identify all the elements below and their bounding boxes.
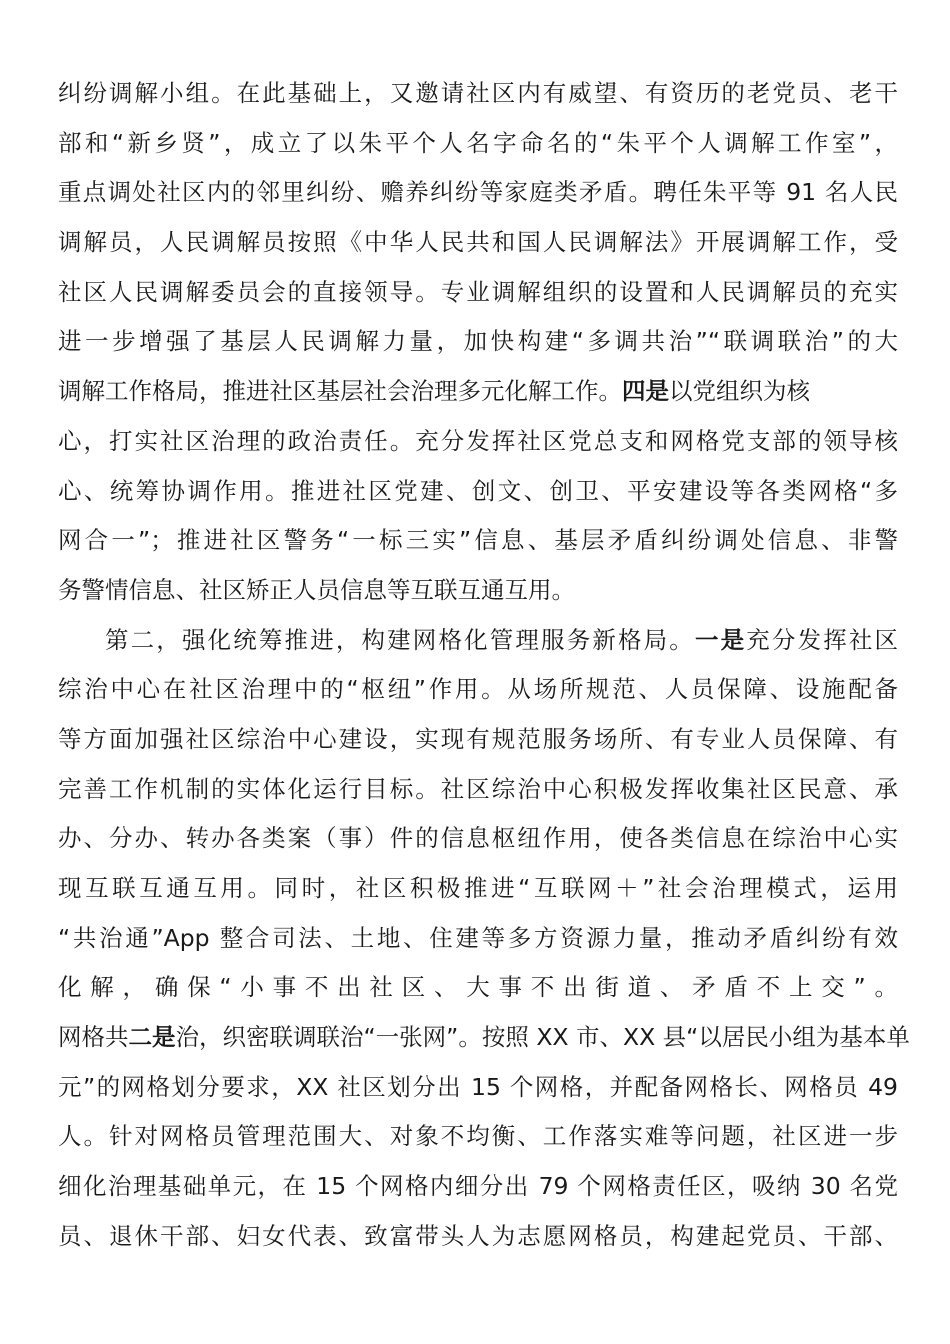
text-line: 心，打实社区治理的政治责任。充分发挥社区党总支和网格党支部的领导核 <box>58 426 898 455</box>
text-segment: 充分发挥社区 <box>746 625 899 654</box>
text-line: 细化治理基础单元，在 15 个网格内细分出 79 个网格责任区，吸纳 30 名党 <box>58 1172 898 1201</box>
text-line: 网合一”；推进社区警务“一标三实”信息、基层矛盾纠纷调处信息、非警 <box>58 526 898 555</box>
bold-marker-one: 一是 <box>694 625 747 654</box>
text-line: 完善工作机制的实体化运行目标。社区综治中心积极发挥收集社区民意、承 <box>58 774 898 803</box>
text-line: 重点调处社区内的邻里纠纷、赡养纠纷等家庭类矛盾。聘任朱平等 91 名人民 <box>58 178 898 207</box>
text-line: 人。针对网格员管理范围大、对象不均衡、工作落实难等问题，社区进一步 <box>58 1122 898 1151</box>
bold-marker-two: 二是 <box>128 1023 176 1052</box>
text-line: 社区人民调解委员会的直接领导。专业调解组织的设置和人民调解员的充实 <box>58 277 898 306</box>
text-line: 部和“新乡贤”，成立了以朱平个人名字命名的“朱平个人调解工作室”， <box>58 128 898 157</box>
text-segment: 调解工作格局，推进社区基层社会治理多元化解工作。 <box>58 377 622 406</box>
text-line: 员、退休干部、妇女代表、致富带头人为志愿网格员，构建起党员、干部、 <box>58 1221 898 1250</box>
text-segment: 以党组织为核 <box>669 377 810 406</box>
text-line: 办、分办、转办各类案（事）件的信息枢纽作用，使各类信息在综治中心实 <box>58 824 898 853</box>
text-line: 纠纷调解小组。在此基础上，又邀请社区内有威望、有资历的老党员、老干 <box>58 79 898 107</box>
text-line <box>58 1262 898 1312</box>
paragraph-heading-line <box>58 616 898 666</box>
text-line <box>58 367 898 417</box>
text-segment: 网格共 <box>58 1023 129 1052</box>
text-line: “共治通”App 整合司法、土地、住建等多方资源力量，推动矛盾纠纷有效 <box>58 923 898 952</box>
text-segment: 治，织密联调联治“一张网”。按照 XX 市、XX 县“以居民小组为基本单 <box>175 1023 910 1052</box>
text-line: 务警情信息、社区矫正人员信息等互联互通互用。 <box>58 575 575 604</box>
document-body <box>58 69 910 1311</box>
text-line: 等方面加强社区综治中心建设，实现有规范服务场所、有专业人员保障、有 <box>58 724 898 753</box>
text-segment: 第二，强化统筹推进，构建网格化管理服务新格局。 <box>105 625 695 654</box>
text-line: 调解员，人民调解员按照《中华人民共和国人民调解法》开展调解工作，受 <box>58 228 898 257</box>
text-line: 心、统筹协调作用。推进社区党建、创文、创卫、平安建设等各类网格“多 <box>58 476 898 505</box>
text-line: 进一步增强了基层人民调解力量，加快构建“多调共治”“联调联治”的大 <box>58 327 898 356</box>
bold-marker-four: 四是 <box>622 377 669 406</box>
text-line: 化解，确保“小事不出社区、大事不出街道、矛盾不上交”。 <box>58 973 898 1002</box>
text-line: 综治中心在社区治理中的“枢纽”作用。从场所规范、人员保障、设施配备 <box>58 675 898 704</box>
text-line: 现互联互通互用。同时，社区积极推进“互联网＋”社会治理模式，运用 <box>58 874 898 902</box>
text-line: 元”的网格划分要求，XX 社区划分出 15 个网格，并配备网格长、网格员 49 <box>58 1072 898 1101</box>
text-line <box>58 1013 910 1063</box>
